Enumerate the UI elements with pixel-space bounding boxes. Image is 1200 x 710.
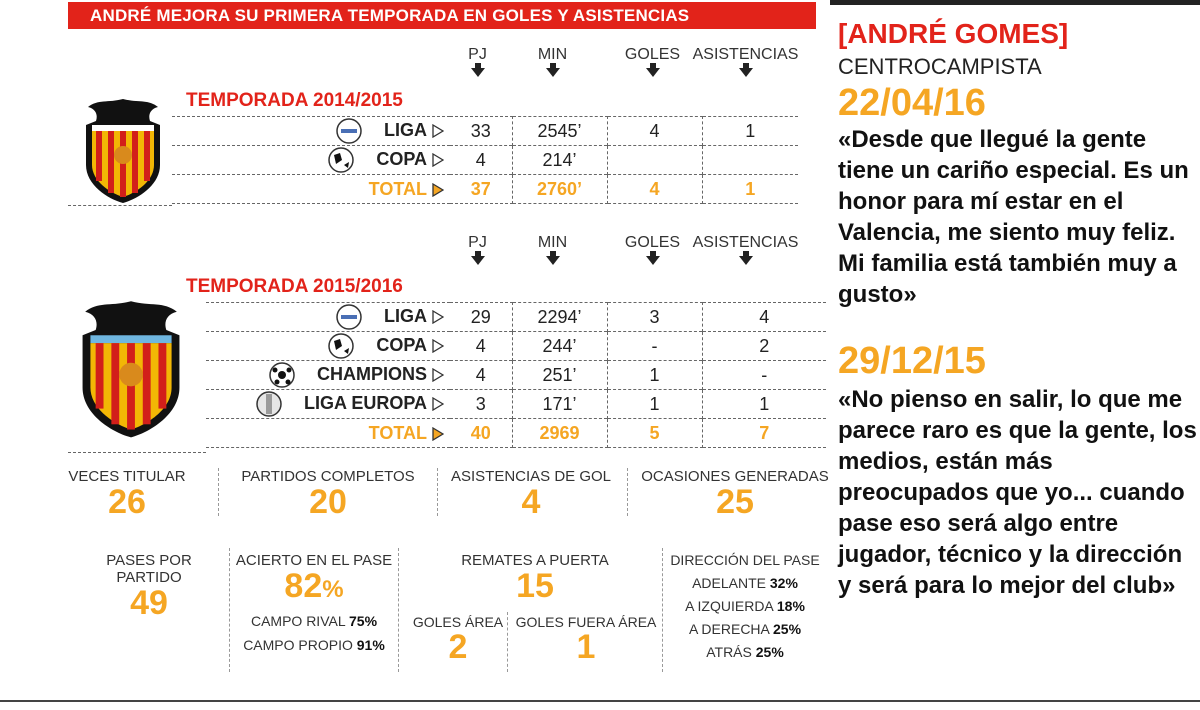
- arrow-right-outline-icon: [432, 368, 444, 382]
- cell-asistencias: -: [702, 361, 826, 390]
- down-arrow-icon: [546, 256, 560, 265]
- cell-asistencias: 1: [702, 390, 826, 419]
- cell-min: 251’: [512, 361, 607, 390]
- direccion-label: ATRÁS: [706, 644, 752, 660]
- cell-min: 2969: [512, 419, 607, 448]
- col-header-goles: GOLES: [615, 234, 690, 265]
- table-row: [206, 303, 826, 332]
- acierto-value: 82: [284, 567, 323, 605]
- down-arrow-icon: [546, 68, 560, 77]
- campo-propio-row: [234, 637, 394, 653]
- cell-pj: 3: [450, 390, 512, 419]
- stat-partidos-completos: [230, 468, 426, 519]
- stat-label: OCASIONES GENERADAS: [641, 468, 829, 485]
- stat-value: 26: [108, 483, 146, 521]
- cell-goles: 4: [607, 117, 702, 146]
- down-arrow-icon: [739, 68, 753, 77]
- stat-value: 4: [521, 483, 541, 521]
- cell-goles: 5: [607, 419, 702, 448]
- down-arrow-icon: [471, 68, 485, 77]
- cell-asistencias: 7: [702, 419, 826, 448]
- stat-label: GOLES ÁREA: [412, 614, 504, 630]
- cell-min: 2545’: [512, 117, 607, 146]
- table-row: [206, 332, 826, 361]
- season-2015-2016-table: [206, 302, 826, 448]
- direccion-value: 25%: [755, 644, 784, 660]
- divider: [68, 452, 206, 453]
- direccion-value: 18%: [776, 598, 805, 614]
- competition-name: COPA: [376, 334, 427, 355]
- stat-value: 20: [309, 483, 347, 521]
- player-role: CENTROCAMPISTA: [838, 54, 1042, 79]
- divider: [398, 548, 399, 672]
- cell-goles: 4: [607, 175, 702, 204]
- arrow-right-outline-icon: [432, 397, 444, 411]
- cell-asistencias: [702, 146, 798, 175]
- arrow-right-filled-icon: [432, 427, 444, 441]
- stat-value: 2: [448, 628, 468, 666]
- arrow-right-outline-icon: [432, 153, 444, 167]
- total-label: TOTAL: [368, 422, 427, 443]
- campo-propio-value: 91%: [356, 637, 385, 653]
- cell-min: 171’: [512, 390, 607, 419]
- competition-name: CHAMPIONS: [316, 363, 427, 384]
- cell-min: 214’: [512, 146, 607, 175]
- stat-value: 49: [130, 584, 168, 622]
- stat-label: ASISTENCIAS DE GOL: [450, 468, 612, 485]
- direccion-label: ADELANTE: [692, 575, 766, 591]
- cell-asistencias: 4: [702, 303, 826, 332]
- campo-rival-label: CAMPO RIVAL: [250, 613, 346, 629]
- arrow-right-outline-icon: [432, 124, 444, 138]
- season-title-2014-2015: TEMPORADA 2014/2015: [186, 90, 403, 111]
- divider: [68, 205, 172, 206]
- divider: [229, 548, 230, 672]
- cell-min: 2294’: [512, 303, 607, 332]
- direccion-row: [665, 644, 825, 660]
- quote-date-2: 29/12/15: [838, 340, 986, 382]
- cell-asistencias: 2: [702, 332, 826, 361]
- season-title-2015-2016: TEMPORADA 2015/2016: [186, 276, 403, 297]
- col-header-pj: PJ: [455, 234, 500, 265]
- total-label: TOTAL: [368, 178, 427, 199]
- stat-veces-titular: [68, 468, 186, 519]
- quote-text-1: «Desde que llegué la gente tiene un cariño especial. Es un honor para mí estar en el Valencia, me siento muy feliz. Mi familia está también muy a gusto»: [838, 126, 1189, 308]
- stat-label: GOLES FUERA ÁREA: [515, 614, 657, 630]
- cell-goles: 3: [607, 303, 702, 332]
- divider: [662, 548, 663, 672]
- campo-propio-label: CAMPO PROPIO: [243, 637, 353, 653]
- col-header-min: MIN: [520, 234, 585, 265]
- cell-goles: 1: [607, 361, 702, 390]
- stat-label: PASES POR PARTIDO: [106, 552, 192, 586]
- direccion-label: A DERECHA: [688, 621, 770, 637]
- stat-acierto-pase: [234, 552, 394, 653]
- arrow-right-outline-icon: [432, 339, 444, 353]
- table-row: [172, 146, 798, 175]
- campo-rival-value: 75%: [349, 613, 378, 629]
- valencia-crest-icon: [72, 296, 190, 440]
- stat-asistencias-gol: [446, 468, 616, 519]
- quote-date-1: 22/04/16: [838, 82, 986, 124]
- table-row: [206, 390, 826, 419]
- down-arrow-icon: [646, 256, 660, 265]
- stat-label: DIRECCIÓN DEL PASE: [670, 552, 820, 568]
- season-2014-2015-table: [172, 116, 798, 204]
- acierto-unit: %: [322, 576, 344, 603]
- quote-text-2: «No pienso en salir, lo que me parece raro es que la gente, los medios, están más preocupados que yo... cuando pase eso será algo entre jugador, técnico y la dirección y será para lo mejor del club»: [838, 386, 1197, 599]
- copa-ball-icon: [328, 333, 354, 359]
- stat-pases-por-partido: [72, 552, 226, 620]
- cell-pj: 4: [450, 146, 512, 175]
- cell-asistencias: 1: [702, 117, 798, 146]
- cell-asistencias: 1: [702, 175, 798, 204]
- liga-ball-icon: [336, 304, 362, 330]
- copa-ball-icon: [328, 147, 354, 173]
- arrow-right-outline-icon: [432, 310, 444, 324]
- stat-label: VECES TITULAR: [68, 468, 186, 485]
- cell-pj: 37: [450, 175, 512, 204]
- table-row: [172, 117, 798, 146]
- col-header-goles: GOLES: [615, 46, 690, 77]
- direccion-row: [665, 621, 825, 637]
- liga-ball-icon: [336, 118, 362, 144]
- cell-pj: 4: [450, 361, 512, 390]
- table-row-total: [172, 175, 798, 204]
- col-header-asistencias: ASISTENCIAS: [688, 234, 803, 265]
- cell-pj: 4: [450, 332, 512, 361]
- competition-name: LIGA: [384, 305, 427, 326]
- valencia-crest-icon: [78, 95, 168, 205]
- cell-pj: 29: [450, 303, 512, 332]
- divider: [627, 468, 628, 516]
- campo-rival-row: [234, 613, 394, 629]
- cell-goles: 1: [607, 390, 702, 419]
- top-rule: [830, 0, 1200, 5]
- divider: [507, 612, 508, 672]
- direccion-label: A IZQUIERDA: [685, 598, 773, 614]
- cell-goles: -: [607, 332, 702, 361]
- direccion-row: [665, 575, 825, 591]
- cell-min: 244’: [512, 332, 607, 361]
- cell-pj: 40: [450, 419, 512, 448]
- stat-goles-fuera-area: [512, 614, 660, 664]
- competition-name: LIGA: [384, 119, 427, 140]
- direccion-value: 25%: [773, 621, 802, 637]
- player-name: [ANDRÉ GOMES]: [838, 18, 1069, 49]
- stat-label: PARTIDOS COMPLETOS: [241, 468, 415, 485]
- stat-remates-puerta: [410, 552, 660, 603]
- col-header-min: MIN: [520, 46, 585, 77]
- cell-min: 2760’: [512, 175, 607, 204]
- competition-name: LIGA EUROPA: [303, 392, 427, 413]
- direccion-value: 32%: [769, 575, 798, 591]
- competition-name: COPA: [376, 148, 427, 169]
- stat-value: [234, 569, 394, 607]
- bottom-rule: [0, 700, 1200, 702]
- stat-value: 15: [516, 567, 554, 605]
- col-header-pj: PJ: [455, 46, 500, 77]
- divider: [218, 468, 219, 516]
- divider: [437, 468, 438, 516]
- champions-ball-icon: [269, 362, 295, 388]
- infographic-title-banner: ANDRÉ MEJORA SU PRIMERA TEMPORADA EN GOLES Y ASISTENCIAS: [68, 2, 816, 29]
- table-row-total: [206, 419, 826, 448]
- stat-label: ACIERTO EN EL PASE: [235, 552, 393, 569]
- stat-direccion-pase: [665, 552, 825, 660]
- cell-goles: [607, 146, 702, 175]
- stat-label: REMATES A PUERTA: [461, 552, 609, 569]
- arrow-right-filled-icon: [432, 183, 444, 197]
- down-arrow-icon: [646, 68, 660, 77]
- stat-value: 25: [716, 483, 754, 521]
- cell-pj: 33: [450, 117, 512, 146]
- col-header-asistencias: ASISTENCIAS: [688, 46, 803, 77]
- europa-ball-icon: [256, 391, 282, 417]
- direccion-row: [665, 598, 825, 614]
- stat-goles-area: [410, 614, 506, 664]
- table-row: [206, 361, 826, 390]
- stat-value: 1: [576, 628, 596, 666]
- down-arrow-icon: [471, 256, 485, 265]
- stat-ocasiones-generadas: [640, 468, 830, 519]
- down-arrow-icon: [739, 256, 753, 265]
